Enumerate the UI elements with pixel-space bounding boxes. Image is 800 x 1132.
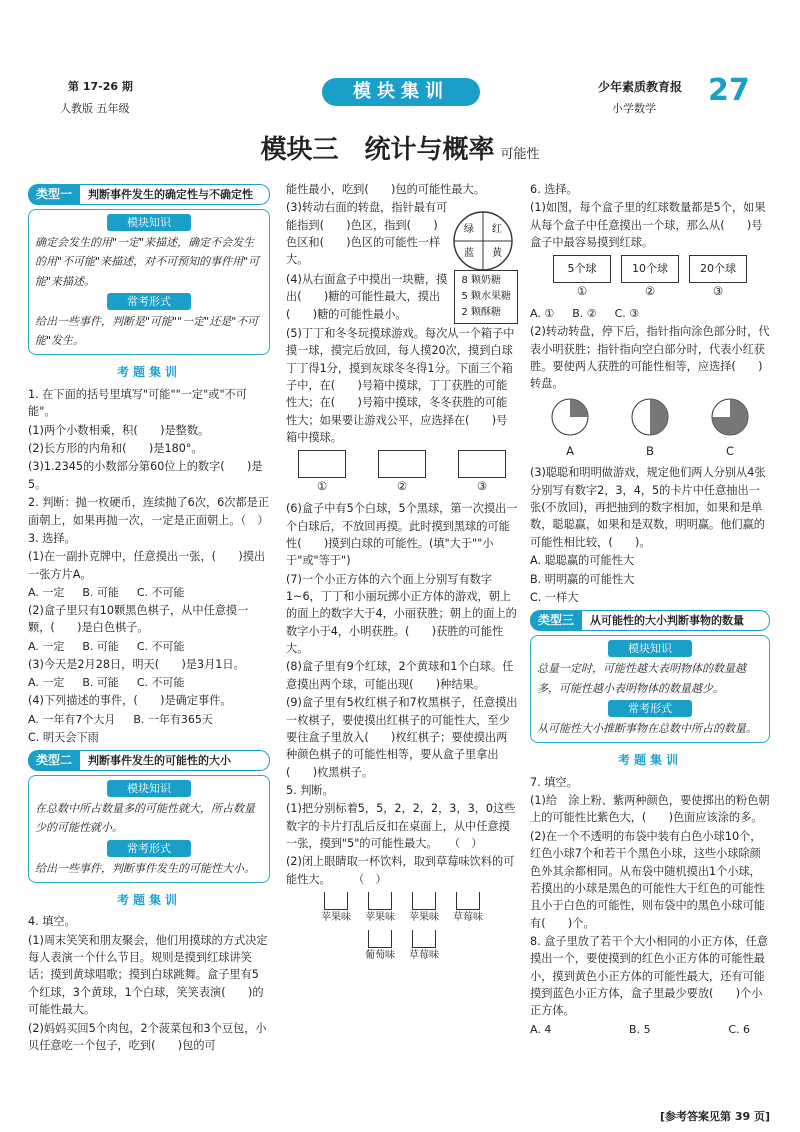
candy-item: 5 颗水果糖 [461,290,511,302]
box-item [553,255,611,301]
question-6a: (1)如图，每个盒子里的红球数量都是5个，如果从每个盒子中任意摸出一个球，那么从( )号盒子中最容易摸到红球。 [530,201,766,250]
drill-heading: 考题集训 [116,365,181,380]
box-count: 5个球 [553,255,611,283]
box-item [621,255,679,301]
question-4i: (9)盒子里有5枚红棋子和7枚黑棋子，任意摸出一枚棋子，要使摸出红棋子的可能性大，至少要往盒子里放入( )枚红棋子；要使摸出两种颜色棋子的可能性相等，要从盒子里拿出( )枚黑棋子。 [286,696,518,779]
question-5a: (1)把分别标着5，5，2，2，2，3，3，0这些数字的卡片打乱后反扣在桌面上，从中任意摸一张，摸到"5"的可能性最大。 （ ） [286,802,516,851]
option: A. 一年有7个大月 [28,712,116,726]
column-right [530,180,770,1038]
box-label: ③ [476,479,488,494]
option: B. 明明赢的可能性大 [530,572,635,586]
question-4c: (3)转动右面的转盘，指针最有可能指到( )色区，指到( )色区和( )色区的可能性一样大。 [286,201,448,267]
option: C. 不可能 [136,639,185,653]
question-4: 4. 填空。 [28,915,76,929]
cup-label: 苹果味 [409,912,439,924]
q3c-options [28,674,270,691]
question-4e: (5)丁丁和冬冬玩摸球游戏。每次从一个箱子中摸一球，摸完后放回，每人摸20次，摸到白球丁丁得1分，摸到灰球冬冬得1分。下面三个箱子中，在( )号箱中摸球，丁丁获胜的可能性大；在( )号箱中摸球，冬冬获胜的可能性大；如果要让游戏公平，应选择在( )号箱中摸球。 [286,326,515,445]
box-number: ② [644,284,656,299]
question-5: 5. 判断。 [286,783,334,797]
drill-heading: 考题集训 [116,892,181,907]
form-text: 从可能性大小推断事物在总数中所占的数量。 [537,721,757,735]
question-2: 2. 判断：抛一枚硬币，连续抛了6次，6次都是正面朝上，如果再抛一次，一定是正面朝上。（ ） [28,496,270,527]
q3b-options [28,638,270,655]
option: B. 可能 [82,639,119,653]
type3-title: 从可能性的大小判断事物的数量 [582,610,770,631]
spinner-letter: B [646,443,654,458]
question-1b: (2)长方形的内角和( )是180°。 [28,442,203,456]
spinner-option [710,397,750,461]
ball-box [298,450,346,496]
knowledge-text: 总量一定时，可能性越大表明物体的数量越多，可能性越小表明物体的数量越少。 [537,662,746,695]
option: A. 4 [530,1022,552,1036]
issue-number: 第 17-26 期 [68,80,133,93]
option: B. ② [572,307,597,321]
spinner-label: 红 [492,224,502,235]
cup [409,930,439,964]
cup-label: 葡萄味 [365,949,395,961]
ball-boxes [286,450,518,496]
form-label: 常考形式 [608,700,692,717]
question-3b: (2)盒子里只有10颗黑色棋子，从中任意摸一颗，( )是白色棋子。 [28,603,249,635]
column-left [28,180,270,1055]
question-6: 6. 选择。 [530,183,578,196]
drill-heading: 考题集训 [617,753,682,768]
cup-label: 苹果味 [365,912,395,924]
option: A. ① [530,307,555,321]
type2-tag [28,750,270,771]
option: C. 不可能 [136,585,185,599]
cup [365,892,395,926]
question-4f: (6)盒子中有5个白球，5个黑球，第一次摸出一个白球后，不放回再摸。此时摸到黑球的可能性( )摸到白球的可能性。(填"大于""小于"或"等于") [286,502,518,568]
question-3a: (1)在一副扑克牌中，任意摸出一张，( )摸出一张方片A。 [28,550,266,581]
q6a-options [530,305,770,322]
spinner-label: 黄 [492,248,502,259]
page-number: 27 [708,73,750,108]
form-text: 给出一些事件，判断事件发生的可能性大小。 [35,861,255,875]
question-3c: (3)今天是2月28日，明天( )是3月1日。 [28,657,245,671]
knowledge-text: 确定会发生的用"一定"来描述，确定不会发生的用"不可能"来描述，对不可预知的事件用"可能"来描述。 [35,236,260,288]
form-label: 常考形式 [107,293,191,310]
option: B. 5 [629,1022,651,1036]
question-1c: (3)1.2345的小数部分第60位上的数字( )是5。 [28,460,263,491]
question-5b: (2)闭上眼睛取一杯饮料，取到草莓味饮料的可能性大。 （ ） [286,855,515,886]
box-label: ① [316,479,328,494]
question-3d: (4)下列描述的事件，( )是确定事件。 [28,694,232,708]
knowledge-label: 模块知识 [608,640,692,657]
option: C. 一样大 [530,590,579,604]
box-count: 20个球 [689,255,747,283]
type1-knowledge-box [28,209,270,355]
question-1a: (1)两个小数相乘，积( )是整数。 [28,423,210,437]
box-number: ① [576,284,588,299]
question-6c: (3)聪聪和明明做游戏，规定他们两人分别从4张分别写有数字2，3，4，5的卡片中任意抽出一张(不放回)，再把抽到的数字相加，如果和是单数，聪聪赢，如果和是双数，明明赢。他们赢的可能性相比较，( )。 [530,466,766,549]
candy-item: 2 颗酥糖 [461,306,501,318]
paper-name: 少年素质教育报 [598,80,683,94]
form-text: 给出一些事件，判断是"可能""一定"还是"不可能"发生。 [35,314,259,348]
question-4d: (4)从右面盒子中摸出一块糖，摸出( )糖的可能性最大，摸出( )糖的可能性最小。 [286,272,448,321]
candy-box [454,270,518,324]
ball-box [458,450,506,496]
cup [321,892,351,926]
box-item [689,255,747,301]
ball-box [378,450,426,496]
question-7b: (2)在一个不透明的布袋中装有白色小球10个，红色小球7个和若干个黑色小球，这些小球除颜色外其余都相同。从布袋中随机摸出1个小球，若摸出的小球是黑色的可能性大于红色的可能性且小于白色的可能性，则布袋中的黑色小球可能有( )个。 [530,829,765,930]
type1-label: 类型一 [28,184,80,205]
drink-cups [286,892,518,926]
cup-label: 草莓味 [453,912,483,924]
cup-label: 草莓味 [409,949,439,961]
option: C. 6 [728,1022,750,1036]
spinner-options [530,397,770,461]
question-4b: (2)妈妈买回5个肉包，2个菠菜包和3个豆包，小贝任意吃一个包子，吃到( )包的可 [28,1021,267,1052]
knowledge-label: 模块知识 [107,780,191,797]
candy-item: 8 颗奶糖 [461,274,501,286]
box-label: ② [396,479,408,494]
question-4a: (1)周末笑笑和朋友聚会，他们用摸球的方式决定每人表演一个什么节目。规则是摸到红球讲笑话；摸到黄球唱歌；摸到白球跳舞。盒子里有5个红球，3个黄球，1个白球，笑笑表演( )的可能性最大。 [28,933,268,1017]
option: A. 一定 [28,585,65,599]
question-4g: (7)一个小正方体的六个面上分别写有数字1~6，丁丁和小丽玩掷小正方体的游戏，朝上的面上的数字大于4，小丽获胜；朝上的面上的数字小于4，小明获胜。( )获胜的可能性大。 [286,572,517,656]
type2-knowledge-box [28,775,270,883]
spinner-label: 蓝 [464,248,474,259]
drink-cups-row2 [286,930,518,964]
option: B. 可能 [82,585,119,599]
module-banner: 模块集训 [322,78,480,106]
box-count: 10个球 [621,255,679,283]
option: A. 一定 [28,676,65,690]
question-7: 7. 填空。 [530,775,578,789]
option: C. 明天会下雨 [28,730,99,744]
ball-boxes [530,255,770,301]
cup [453,892,483,926]
question-6b: (2)转动转盘，停下后，指针指向涂色部分时，代表小明获胜；指针指向空白部分时，代表小红获胜。要使两人获胜的可能性相等，应选择( )转盘。 [530,325,770,391]
type1-title: 判断事件发生的确定性与不确定性 [80,184,270,205]
question-3: 3. 选择。 [28,531,76,545]
type3-tag [530,610,770,631]
type3-knowledge-box [530,635,770,743]
spinner-option [550,397,590,461]
form-label: 常考形式 [107,840,191,857]
subject-label: 小学数学 [612,102,656,115]
answer-reference: [参考答案见第 39 页] [659,1110,770,1123]
question-4b-cont: 能性最小，吃到( )包的可能性最大。 [286,183,485,196]
question-7a: (1)给 涂上粉、紫两种颜色，要使掷出的粉色朝上的可能性比紫色大，( )色面应该涂的多。 [530,794,770,825]
cup [409,892,439,926]
question-4h: (8)盒子里有9个红球，2个黄球和1个白球。任意摸出两个球，可能出现( )种结果。 [286,660,514,691]
question-1: 1. 在下面的括号里填写"可能""一定"或"不可能"。 [28,387,247,419]
cup-label: 苹果味 [321,912,351,924]
option: C. 不可能 [136,676,185,690]
q3d-options [28,711,270,728]
q8-options [530,1021,770,1038]
option: C. ③ [614,307,640,321]
spinner-letter: C [725,443,735,458]
page-title [0,130,800,170]
type1-tag [28,184,270,205]
title-sub: 可能性 [500,147,540,162]
option: A. 聪聪赢的可能性大 [530,554,635,568]
column-middle [286,180,518,963]
spinner-letter: A [566,443,574,458]
knowledge-label: 模块知识 [107,214,191,231]
spinner-diagram [452,210,514,272]
cup [365,930,395,964]
option: A. 一定 [28,639,65,653]
title-main: 模块三 统计与概率 [260,135,495,165]
knowledge-text: 在总数中所占数量多的可能性就大，所占数量少的可能性就小。 [35,802,255,835]
edition-label: 人教版 五年级 [60,102,130,115]
option: B. 可能 [82,676,119,690]
box-number: ③ [712,284,724,299]
question-8: 8. 盒子里放了若干个大小相同的小正方体，任意摸出一个，要使摸到的红色小正方体的可能性最小，摸到黄色小正方体的可能性最大，还有可能摸到蓝色小正方体，盒子里最少要放( )个小正方体。 [530,934,768,1018]
spinner-option [630,397,670,461]
type2-title: 判断事件发生的可能性的大小 [80,750,270,771]
q3a-options [28,584,270,601]
type3-label: 类型三 [530,610,582,631]
option: B. 一年有365天 [133,712,213,726]
type2-label: 类型二 [28,750,80,771]
spinner-label: 绿 [464,224,474,235]
